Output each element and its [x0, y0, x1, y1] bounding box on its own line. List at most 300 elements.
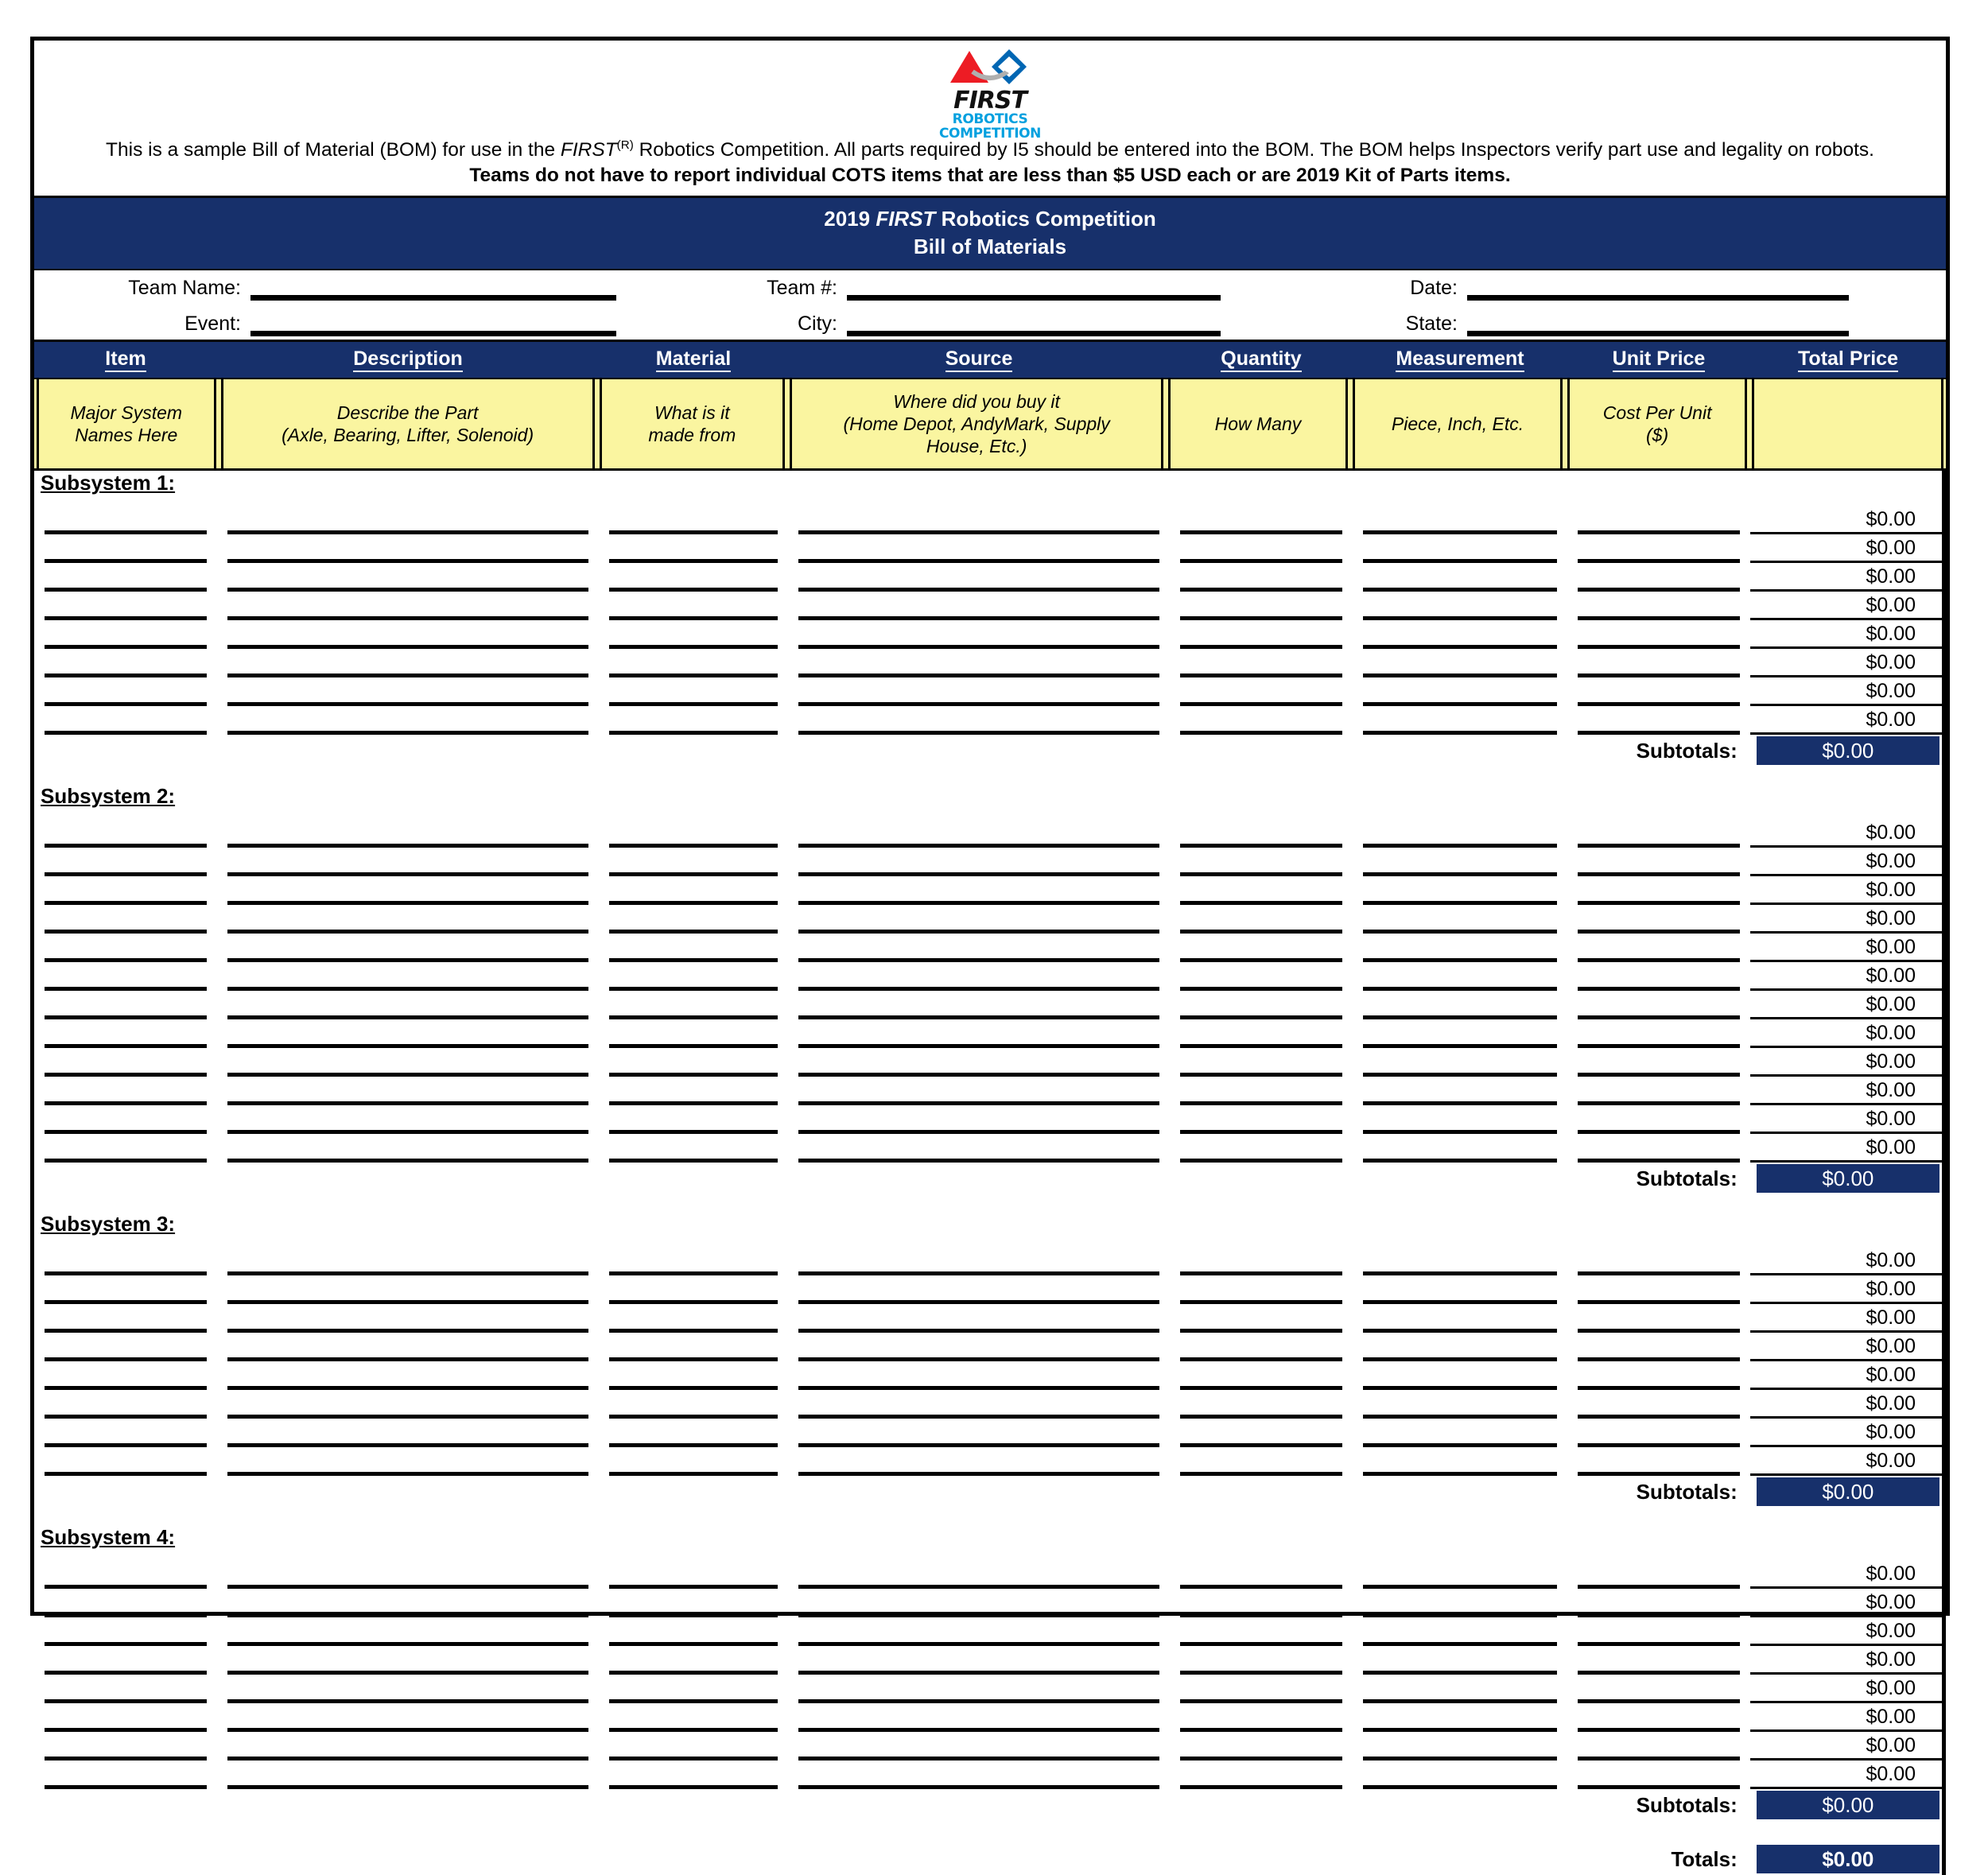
cell-description[interactable]	[217, 876, 599, 905]
cell-quantity[interactable]	[1170, 592, 1353, 620]
input-underline[interactable]	[798, 731, 1159, 735]
cell-source[interactable]	[788, 1134, 1170, 1163]
cell-source[interactable]	[788, 1304, 1170, 1333]
cell-source[interactable]	[788, 1589, 1170, 1617]
cell-source[interactable]	[788, 592, 1170, 620]
cell-description[interactable]	[217, 563, 599, 592]
cell-description[interactable]	[217, 1760, 599, 1789]
cell-measurement[interactable]	[1353, 1304, 1567, 1333]
cell-item[interactable]	[34, 1732, 217, 1760]
table-row[interactable]	[34, 1105, 1946, 1134]
cell-unit-price[interactable]	[1567, 677, 1750, 706]
cell-unit-price[interactable]	[1567, 592, 1750, 620]
cell-description[interactable]	[217, 962, 599, 991]
cell-description[interactable]	[217, 506, 599, 534]
input-underline[interactable]	[1180, 731, 1342, 735]
cell-measurement[interactable]	[1353, 1447, 1567, 1476]
cell-material[interactable]	[599, 1419, 788, 1447]
cell-source[interactable]	[788, 620, 1170, 649]
cell-material[interactable]	[599, 1247, 788, 1275]
team-name-input[interactable]	[250, 277, 616, 301]
cell-unit-price[interactable]	[1567, 819, 1750, 848]
cell-measurement[interactable]	[1353, 905, 1567, 934]
cell-item[interactable]	[34, 848, 217, 876]
cell-source[interactable]	[788, 1390, 1170, 1419]
cell-measurement[interactable]	[1353, 819, 1567, 848]
cell-item[interactable]	[34, 1333, 217, 1361]
cell-source[interactable]	[788, 1732, 1170, 1760]
cell-material[interactable]	[599, 1560, 788, 1589]
input-underline[interactable]	[609, 1159, 778, 1163]
cell-quantity[interactable]	[1170, 1304, 1353, 1333]
cell-item[interactable]	[34, 1019, 217, 1048]
cell-quantity[interactable]	[1170, 620, 1353, 649]
cell-item[interactable]	[34, 1617, 217, 1646]
cell-unit-price[interactable]	[1567, 534, 1750, 563]
cell-description[interactable]	[217, 1304, 599, 1333]
city-input[interactable]	[847, 312, 1221, 336]
table-row[interactable]	[34, 819, 1946, 848]
input-underline[interactable]	[227, 731, 588, 735]
table-row[interactable]	[34, 1589, 1946, 1617]
cell-measurement[interactable]	[1353, 677, 1567, 706]
cell-source[interactable]	[788, 1447, 1170, 1476]
cell-item[interactable]	[34, 1419, 217, 1447]
cell-measurement[interactable]	[1353, 1703, 1567, 1732]
cell-unit-price[interactable]	[1567, 620, 1750, 649]
cell-source[interactable]	[788, 934, 1170, 962]
cell-measurement[interactable]	[1353, 1019, 1567, 1048]
cell-measurement[interactable]	[1353, 1361, 1567, 1390]
cell-source[interactable]	[788, 1617, 1170, 1646]
cell-unit-price[interactable]	[1567, 934, 1750, 962]
cell-quantity[interactable]	[1170, 506, 1353, 534]
table-row[interactable]	[34, 1048, 1946, 1077]
cell-description[interactable]	[217, 1617, 599, 1646]
cell-material[interactable]	[599, 706, 788, 735]
cell-description[interactable]	[217, 677, 599, 706]
cell-material[interactable]	[599, 1617, 788, 1646]
state-input[interactable]	[1467, 312, 1849, 336]
input-underline[interactable]	[798, 1785, 1159, 1789]
cell-unit-price[interactable]	[1567, 962, 1750, 991]
cell-unit-price[interactable]	[1567, 1275, 1750, 1304]
cell-source[interactable]	[788, 1560, 1170, 1589]
cell-source[interactable]	[788, 1048, 1170, 1077]
cell-item[interactable]	[34, 1134, 217, 1163]
cell-measurement[interactable]	[1353, 934, 1567, 962]
table-row[interactable]	[34, 1703, 1946, 1732]
cell-unit-price[interactable]	[1567, 706, 1750, 735]
table-row[interactable]	[34, 592, 1946, 620]
table-row[interactable]	[34, 1361, 1946, 1390]
table-row[interactable]	[34, 506, 1946, 534]
cell-measurement[interactable]	[1353, 1589, 1567, 1617]
cell-material[interactable]	[599, 876, 788, 905]
cell-description[interactable]	[217, 1333, 599, 1361]
cell-measurement[interactable]	[1353, 1247, 1567, 1275]
cell-measurement[interactable]	[1353, 706, 1567, 735]
table-row[interactable]	[34, 563, 1946, 592]
cell-item[interactable]	[34, 563, 217, 592]
cell-material[interactable]	[599, 534, 788, 563]
cell-measurement[interactable]	[1353, 1134, 1567, 1163]
cell-quantity[interactable]	[1170, 848, 1353, 876]
subsystem-label[interactable]: Subsystem 1:	[41, 471, 176, 495]
cell-item[interactable]	[34, 1105, 217, 1134]
table-row[interactable]	[34, 991, 1946, 1019]
cell-quantity[interactable]	[1170, 1732, 1353, 1760]
cell-item[interactable]	[34, 620, 217, 649]
cell-measurement[interactable]	[1353, 962, 1567, 991]
cell-measurement[interactable]	[1353, 563, 1567, 592]
cell-material[interactable]	[599, 1134, 788, 1163]
cell-quantity[interactable]	[1170, 1703, 1353, 1732]
cell-material[interactable]	[599, 1048, 788, 1077]
table-row[interactable]	[34, 1419, 1946, 1447]
cell-unit-price[interactable]	[1567, 1617, 1750, 1646]
cell-description[interactable]	[217, 819, 599, 848]
cell-material[interactable]	[599, 934, 788, 962]
input-underline[interactable]	[798, 1159, 1159, 1163]
cell-measurement[interactable]	[1353, 1390, 1567, 1419]
input-underline[interactable]	[45, 1159, 207, 1163]
cell-source[interactable]	[788, 962, 1170, 991]
cell-quantity[interactable]	[1170, 563, 1353, 592]
cell-description[interactable]	[217, 1675, 599, 1703]
subsystem-label[interactable]: Subsystem 3:	[41, 1212, 176, 1236]
cell-quantity[interactable]	[1170, 1275, 1353, 1304]
cell-description[interactable]	[217, 1419, 599, 1447]
cell-measurement[interactable]	[1353, 876, 1567, 905]
cell-unit-price[interactable]	[1567, 563, 1750, 592]
cell-item[interactable]	[34, 1703, 217, 1732]
table-row[interactable]	[34, 1732, 1946, 1760]
input-underline[interactable]	[45, 1472, 207, 1476]
table-row[interactable]	[34, 1617, 1946, 1646]
cell-item[interactable]	[34, 1560, 217, 1589]
cell-unit-price[interactable]	[1567, 1361, 1750, 1390]
cell-source[interactable]	[788, 1077, 1170, 1105]
cell-unit-price[interactable]	[1567, 1134, 1750, 1163]
cell-unit-price[interactable]	[1567, 1105, 1750, 1134]
cell-source[interactable]	[788, 819, 1170, 848]
cell-source[interactable]	[788, 1275, 1170, 1304]
cell-material[interactable]	[599, 1760, 788, 1789]
cell-material[interactable]	[599, 1675, 788, 1703]
cell-item[interactable]	[34, 1589, 217, 1617]
cell-description[interactable]	[217, 649, 599, 677]
cell-material[interactable]	[599, 506, 788, 534]
cell-material[interactable]	[599, 592, 788, 620]
cell-material[interactable]	[599, 1447, 788, 1476]
cell-material[interactable]	[599, 677, 788, 706]
cell-unit-price[interactable]	[1567, 1560, 1750, 1589]
cell-unit-price[interactable]	[1567, 1732, 1750, 1760]
input-underline[interactable]	[609, 1785, 778, 1789]
cell-measurement[interactable]	[1353, 534, 1567, 563]
cell-material[interactable]	[599, 1105, 788, 1134]
table-row[interactable]	[34, 905, 1946, 934]
table-row[interactable]	[34, 1560, 1946, 1589]
cell-quantity[interactable]	[1170, 991, 1353, 1019]
cell-item[interactable]	[34, 1760, 217, 1789]
cell-item[interactable]	[34, 677, 217, 706]
cell-source[interactable]	[788, 1361, 1170, 1390]
cell-unit-price[interactable]	[1567, 649, 1750, 677]
table-row[interactable]	[34, 1675, 1946, 1703]
cell-description[interactable]	[217, 1247, 599, 1275]
table-row[interactable]	[34, 1333, 1946, 1361]
cell-item[interactable]	[34, 1304, 217, 1333]
cell-description[interactable]	[217, 991, 599, 1019]
cell-item[interactable]	[34, 962, 217, 991]
cell-measurement[interactable]	[1353, 1732, 1567, 1760]
input-underline[interactable]	[609, 731, 778, 735]
cell-material[interactable]	[599, 563, 788, 592]
cell-item[interactable]	[34, 819, 217, 848]
cell-item[interactable]	[34, 991, 217, 1019]
cell-description[interactable]	[217, 620, 599, 649]
cell-material[interactable]	[599, 848, 788, 876]
cell-source[interactable]	[788, 1105, 1170, 1134]
cell-quantity[interactable]	[1170, 905, 1353, 934]
cell-material[interactable]	[599, 819, 788, 848]
input-underline[interactable]	[45, 731, 207, 735]
cell-unit-price[interactable]	[1567, 1675, 1750, 1703]
cell-unit-price[interactable]	[1567, 991, 1750, 1019]
cell-unit-price[interactable]	[1567, 1447, 1750, 1476]
cell-description[interactable]	[217, 1275, 599, 1304]
cell-measurement[interactable]	[1353, 1077, 1567, 1105]
cell-item[interactable]	[34, 534, 217, 563]
subsystem-label[interactable]: Subsystem 2:	[41, 784, 176, 809]
cell-description[interactable]	[217, 905, 599, 934]
cell-measurement[interactable]	[1353, 649, 1567, 677]
cell-description[interactable]	[217, 1447, 599, 1476]
cell-material[interactable]	[599, 1732, 788, 1760]
cell-source[interactable]	[788, 876, 1170, 905]
cell-quantity[interactable]	[1170, 1333, 1353, 1361]
cell-measurement[interactable]	[1353, 1419, 1567, 1447]
table-row[interactable]	[34, 534, 1946, 563]
table-row[interactable]	[34, 962, 1946, 991]
cell-measurement[interactable]	[1353, 991, 1567, 1019]
input-underline[interactable]	[798, 1472, 1159, 1476]
cell-source[interactable]	[788, 1247, 1170, 1275]
cell-source[interactable]	[788, 1703, 1170, 1732]
cell-quantity[interactable]	[1170, 677, 1353, 706]
cell-description[interactable]	[217, 1048, 599, 1077]
input-underline[interactable]	[1180, 1159, 1342, 1163]
cell-measurement[interactable]	[1353, 1333, 1567, 1361]
cell-item[interactable]	[34, 1447, 217, 1476]
cell-quantity[interactable]	[1170, 1447, 1353, 1476]
cell-item[interactable]	[34, 905, 217, 934]
cell-unit-price[interactable]	[1567, 1333, 1750, 1361]
cell-unit-price[interactable]	[1567, 1589, 1750, 1617]
cell-quantity[interactable]	[1170, 876, 1353, 905]
cell-measurement[interactable]	[1353, 1617, 1567, 1646]
cell-unit-price[interactable]	[1567, 506, 1750, 534]
cell-quantity[interactable]	[1170, 1048, 1353, 1077]
cell-item[interactable]	[34, 1390, 217, 1419]
cell-material[interactable]	[599, 1589, 788, 1617]
cell-source[interactable]	[788, 1019, 1170, 1048]
cell-item[interactable]	[34, 1361, 217, 1390]
table-row[interactable]	[34, 1447, 1946, 1476]
cell-quantity[interactable]	[1170, 1589, 1353, 1617]
cell-item[interactable]	[34, 1675, 217, 1703]
cell-material[interactable]	[599, 1361, 788, 1390]
cell-source[interactable]	[788, 563, 1170, 592]
input-underline[interactable]	[227, 1785, 588, 1789]
cell-unit-price[interactable]	[1567, 1077, 1750, 1105]
cell-unit-price[interactable]	[1567, 1703, 1750, 1732]
cell-source[interactable]	[788, 534, 1170, 563]
event-input[interactable]	[250, 312, 616, 336]
cell-measurement[interactable]	[1353, 1560, 1567, 1589]
cell-source[interactable]	[788, 649, 1170, 677]
cell-quantity[interactable]	[1170, 962, 1353, 991]
input-underline[interactable]	[609, 1472, 778, 1476]
cell-material[interactable]	[599, 991, 788, 1019]
cell-unit-price[interactable]	[1567, 905, 1750, 934]
table-row[interactable]	[34, 677, 1946, 706]
cell-unit-price[interactable]	[1567, 1304, 1750, 1333]
table-row[interactable]	[34, 1390, 1946, 1419]
input-underline[interactable]	[227, 1159, 588, 1163]
cell-quantity[interactable]	[1170, 1390, 1353, 1419]
cell-description[interactable]	[217, 534, 599, 563]
cell-material[interactable]	[599, 1275, 788, 1304]
cell-source[interactable]	[788, 506, 1170, 534]
cell-quantity[interactable]	[1170, 1361, 1353, 1390]
cell-source[interactable]	[788, 677, 1170, 706]
cell-description[interactable]	[217, 1732, 599, 1760]
cell-measurement[interactable]	[1353, 1275, 1567, 1304]
cell-material[interactable]	[599, 962, 788, 991]
cell-description[interactable]	[217, 706, 599, 735]
input-underline[interactable]	[1180, 1785, 1342, 1789]
cell-unit-price[interactable]	[1567, 1019, 1750, 1048]
cell-item[interactable]	[34, 1247, 217, 1275]
cell-description[interactable]	[217, 1589, 599, 1617]
cell-quantity[interactable]	[1170, 1419, 1353, 1447]
cell-unit-price[interactable]	[1567, 1247, 1750, 1275]
table-row[interactable]	[34, 620, 1946, 649]
cell-quantity[interactable]	[1170, 1617, 1353, 1646]
cell-item[interactable]	[34, 876, 217, 905]
cell-quantity[interactable]	[1170, 819, 1353, 848]
cell-quantity[interactable]	[1170, 649, 1353, 677]
cell-description[interactable]	[217, 1077, 599, 1105]
subsystem-label[interactable]: Subsystem 4:	[41, 1525, 176, 1550]
input-underline[interactable]	[1180, 1472, 1342, 1476]
cell-material[interactable]	[599, 620, 788, 649]
cell-item[interactable]	[34, 706, 217, 735]
cell-quantity[interactable]	[1170, 1077, 1353, 1105]
cell-description[interactable]	[217, 592, 599, 620]
cell-measurement[interactable]	[1353, 506, 1567, 534]
cell-description[interactable]	[217, 1390, 599, 1419]
cell-unit-price[interactable]	[1567, 876, 1750, 905]
table-row[interactable]	[34, 1275, 1946, 1304]
table-row[interactable]	[34, 1019, 1946, 1048]
cell-source[interactable]	[788, 1419, 1170, 1447]
cell-source[interactable]	[788, 1675, 1170, 1703]
cell-source[interactable]	[788, 1760, 1170, 1789]
cell-unit-price[interactable]	[1567, 1760, 1750, 1789]
cell-material[interactable]	[599, 1390, 788, 1419]
cell-quantity[interactable]	[1170, 1134, 1353, 1163]
table-row[interactable]	[34, 1304, 1946, 1333]
cell-quantity[interactable]	[1170, 934, 1353, 962]
cell-item[interactable]	[34, 1048, 217, 1077]
cell-material[interactable]	[599, 905, 788, 934]
table-row[interactable]	[34, 876, 1946, 905]
cell-quantity[interactable]	[1170, 1760, 1353, 1789]
cell-quantity[interactable]	[1170, 1560, 1353, 1589]
cell-quantity[interactable]	[1170, 1105, 1353, 1134]
table-row[interactable]	[34, 848, 1946, 876]
cell-description[interactable]	[217, 934, 599, 962]
cell-item[interactable]	[34, 649, 217, 677]
cell-item[interactable]	[34, 934, 217, 962]
cell-measurement[interactable]	[1353, 1760, 1567, 1789]
cell-source[interactable]	[788, 848, 1170, 876]
cell-quantity[interactable]	[1170, 706, 1353, 735]
table-row[interactable]	[34, 934, 1946, 962]
cell-description[interactable]	[217, 1105, 599, 1134]
cell-description[interactable]	[217, 1134, 599, 1163]
cell-measurement[interactable]	[1353, 848, 1567, 876]
cell-unit-price[interactable]	[1567, 1048, 1750, 1077]
cell-description[interactable]	[217, 1703, 599, 1732]
cell-source[interactable]	[788, 991, 1170, 1019]
table-row[interactable]	[34, 1247, 1946, 1275]
cell-item[interactable]	[34, 592, 217, 620]
table-row[interactable]	[34, 649, 1946, 677]
cell-measurement[interactable]	[1353, 1105, 1567, 1134]
cell-item[interactable]	[34, 506, 217, 534]
cell-measurement[interactable]	[1353, 592, 1567, 620]
date-input[interactable]	[1467, 277, 1849, 301]
cell-source[interactable]	[788, 706, 1170, 735]
cell-material[interactable]	[599, 649, 788, 677]
cell-material[interactable]	[599, 1304, 788, 1333]
cell-item[interactable]	[34, 1077, 217, 1105]
cell-measurement[interactable]	[1353, 1048, 1567, 1077]
cell-description[interactable]	[217, 1019, 599, 1048]
cell-measurement[interactable]	[1353, 1675, 1567, 1703]
cell-quantity[interactable]	[1170, 1675, 1353, 1703]
table-row[interactable]	[34, 1760, 1946, 1789]
cell-material[interactable]	[599, 1077, 788, 1105]
cell-source[interactable]	[788, 905, 1170, 934]
cell-description[interactable]	[217, 848, 599, 876]
cell-unit-price[interactable]	[1567, 1390, 1750, 1419]
cell-description[interactable]	[217, 1560, 599, 1589]
table-row[interactable]	[34, 706, 1946, 735]
table-row[interactable]	[34, 1134, 1946, 1163]
cell-measurement[interactable]	[1353, 620, 1567, 649]
cell-material[interactable]	[599, 1333, 788, 1361]
cell-material[interactable]	[599, 1703, 788, 1732]
table-row[interactable]	[34, 1077, 1946, 1105]
input-underline[interactable]	[45, 1785, 207, 1789]
cell-source[interactable]	[788, 1333, 1170, 1361]
